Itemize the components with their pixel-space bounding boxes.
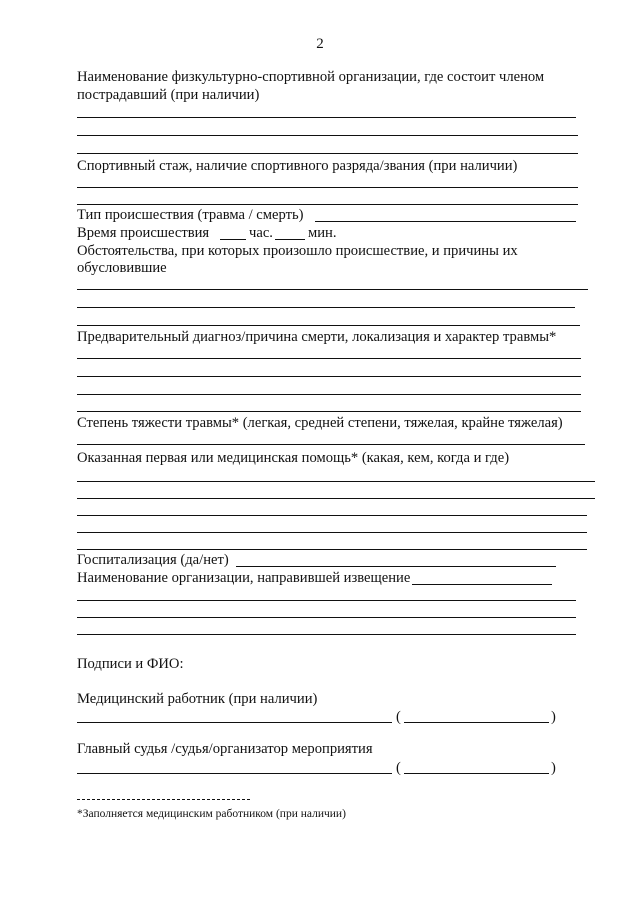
page-number: 2 — [316, 36, 324, 52]
org-label-line2: пострадавший (при наличии) — [77, 87, 260, 103]
minutes-label: мин. — [308, 225, 337, 241]
judge-paren-close: ) — [551, 760, 556, 776]
judge-label: Главный судья /судья/организатор мероприятия — [77, 741, 373, 757]
judge-paren-open: ( — [396, 760, 401, 776]
incident-type-answer-line[interactable] — [315, 221, 576, 222]
medic-paren-close: ) — [551, 709, 556, 725]
footnote-separator — [77, 799, 250, 800]
judge-signature-line[interactable] — [77, 773, 392, 774]
experience-answer-line-2[interactable] — [77, 204, 578, 205]
org-answer-line-1[interactable] — [77, 117, 576, 118]
medic-name-line[interactable] — [404, 722, 549, 723]
experience-answer-line-1[interactable] — [77, 187, 578, 188]
medic-signature-line[interactable] — [77, 722, 392, 723]
notifying-org-label: Наименование организации, направившей извещение — [77, 570, 411, 586]
incident-time-label: Время происшествия — [77, 225, 210, 241]
hospitalization-answer-line[interactable] — [236, 566, 556, 567]
circumstances-label-line2: обусловившие — [77, 260, 167, 276]
hours-answer-line[interactable] — [220, 239, 246, 240]
diagnosis-answer-line-3[interactable] — [77, 394, 581, 395]
org-label-line1: Наименование физкультурно-спортивной организации, где состоит членом — [77, 69, 545, 85]
aid-answer-line-5[interactable] — [77, 549, 587, 550]
judge-name-line[interactable] — [404, 773, 549, 774]
hours-label: час. — [249, 225, 273, 241]
aid-label: Оказанная первая или медицинская помощь* (какая, кем, когда и где) — [77, 450, 510, 466]
circumstances-answer-line-1[interactable] — [77, 289, 588, 290]
severity-label: Степень тяжести травмы* (легкая, средней степени, тяжелая, крайне тяжелая) — [77, 415, 563, 431]
experience-label: Спортивный стаж, наличие спортивного разряда/звания (при наличии) — [77, 158, 518, 174]
org-answer-line-3[interactable] — [77, 153, 578, 154]
circumstances-label-line1: Обстоятельства, при которых произошло происшествие, и причины их — [77, 243, 518, 259]
notifying-org-answer-line-1[interactable] — [412, 584, 552, 585]
medic-paren-open: ( — [396, 709, 401, 725]
hospitalization-label: Госпитализация (да/нет) — [77, 552, 229, 568]
medic-label: Медицинский работник (при наличии) — [77, 691, 318, 707]
diagnosis-answer-line-4[interactable] — [77, 411, 581, 412]
diagnosis-answer-line-1[interactable] — [77, 358, 581, 359]
aid-answer-line-2[interactable] — [77, 498, 595, 499]
footnote: *Заполняется медицинским работником (при наличии) — [77, 808, 346, 820]
notifying-org-answer-line-4[interactable] — [77, 634, 576, 635]
aid-answer-line-4[interactable] — [77, 532, 587, 533]
diagnosis-label: Предварительный диагноз/причина смерти, локализация и характер травмы* — [77, 329, 557, 345]
org-answer-line-2[interactable] — [77, 135, 578, 136]
diagnosis-answer-line-2[interactable] — [77, 376, 581, 377]
circumstances-answer-line-2[interactable] — [77, 307, 575, 308]
incident-type-label: Тип происшествия (травма / смерть) — [77, 207, 304, 223]
aid-answer-line-3[interactable] — [77, 515, 587, 516]
notifying-org-answer-line-3[interactable] — [77, 617, 576, 618]
severity-answer-line[interactable] — [77, 444, 585, 445]
minutes-answer-line[interactable] — [275, 239, 305, 240]
aid-answer-line-1[interactable] — [77, 481, 595, 482]
notifying-org-answer-line-2[interactable] — [77, 600, 576, 601]
signatures-title: Подписи и ФИО: — [77, 656, 184, 672]
circumstances-answer-line-3[interactable] — [77, 325, 580, 326]
